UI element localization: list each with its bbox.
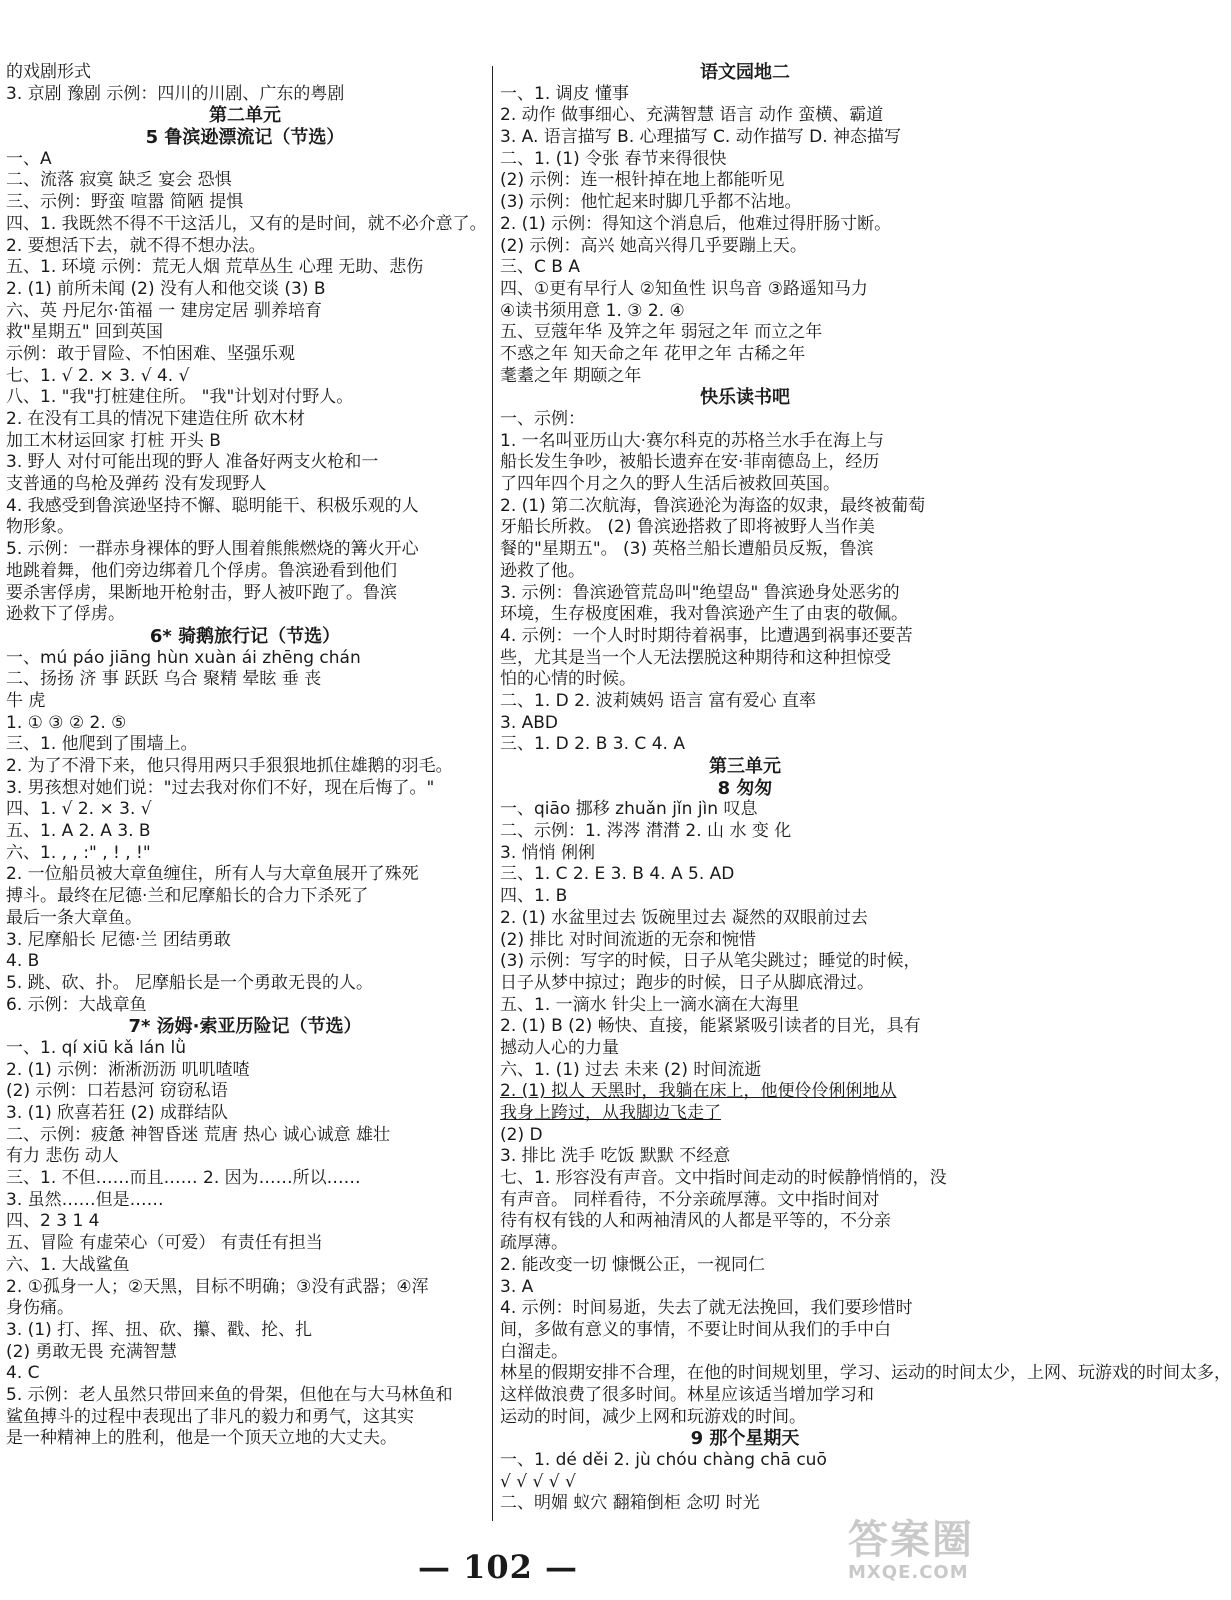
line-text: 二、示例：疲惫 神智昏迷 荒唐 热心 诚心诚意 雄壮 xyxy=(6,1124,391,1145)
answer-line xyxy=(500,1211,990,1233)
section-heading xyxy=(500,756,990,778)
page-number: 102 xyxy=(463,1548,533,1586)
answer-line xyxy=(6,1146,484,1168)
line-text: 3. 男孩想对她们说："过去我对你们不好，现在后悔了。" xyxy=(6,777,435,798)
line-text: 4. 我感受到鲁滨逊坚持不懈、聪明能干、积极乐观的人 xyxy=(6,495,419,516)
line-text: 鲨鱼搏斗的过程中表现出了非凡的毅力和勇气，这其实 xyxy=(6,1406,414,1427)
answer-line xyxy=(500,799,990,821)
answer-line xyxy=(500,1320,990,1342)
line-text: 1. ① ③ ② 2. ⑤ xyxy=(6,712,127,733)
line-text: 了四年四个月之久的野人生活后被救回英国。 xyxy=(500,474,840,495)
answer-line xyxy=(6,734,484,756)
answer-line xyxy=(6,170,484,192)
line-text: 怕的心情的时候。 xyxy=(500,669,636,690)
line-text: 6. 示例：大战章鱼 xyxy=(6,994,147,1015)
line-text: 六、1. , , :" , ! , !" xyxy=(6,842,151,863)
line-text: 第三单元 xyxy=(709,756,781,777)
line-text: 白溜走。 xyxy=(500,1341,568,1362)
line-text: (2) D xyxy=(500,1124,543,1145)
answer-line xyxy=(500,1298,990,1320)
answer-line xyxy=(6,973,484,995)
answer-line xyxy=(500,452,990,474)
line-text: 一、示例： xyxy=(500,409,585,429)
answer-line xyxy=(500,1016,990,1038)
answer-line xyxy=(6,192,484,214)
line-text: (2) 排比 对时间流逝的无奈和惋惜 xyxy=(500,929,756,950)
line-text: 第二单元 xyxy=(209,105,281,127)
line-text: 示例：敢于冒险、不怕困难、坚强乐观 xyxy=(6,343,295,364)
line-text: 快乐读书吧 xyxy=(700,387,790,409)
line-text: 3. 尼摩船长 尼德·兰 团结勇敢 xyxy=(6,929,231,950)
answer-line xyxy=(6,756,484,778)
line-text: 2. 为了不滑下来，他只得用两只手狠狠地抓住雄鹅的羽毛。 xyxy=(6,756,453,776)
line-text: 一、1. dé děi 2. jù chóu chàng chā cuō xyxy=(500,1450,827,1470)
line-text: 五、1. A 2. A 3. B xyxy=(6,821,151,842)
line-text: 2. (1) 示例：得知这个消息后，他难过得肝肠寸断。 xyxy=(500,213,892,234)
line-text: 支普通的鸟枪及弹药 没有发现野人 xyxy=(6,474,267,495)
answer-line xyxy=(6,778,484,800)
answer-line xyxy=(6,496,484,518)
answer-line xyxy=(500,669,990,691)
answer-line xyxy=(500,170,990,192)
answer-line xyxy=(6,149,484,171)
answer-line xyxy=(6,1320,484,1342)
line-text: (3) 示例：写字的时候，日子从笔尖跳过；睡觉的时候， xyxy=(500,951,921,972)
line-text: 六、1. (1) 过去 未来 (2) 时间流逝 xyxy=(500,1059,762,1080)
answer-line xyxy=(500,1081,990,1103)
line-text: √ √ √ √ √ xyxy=(500,1471,576,1492)
line-text: 二、扬扬 济 事 跃跃 乌合 聚精 晕眩 垂 丧 xyxy=(6,669,322,690)
line-text: 三、1. 他爬到了围墙上。 xyxy=(6,734,198,755)
column-divider xyxy=(492,66,493,1521)
answer-line xyxy=(6,366,484,388)
answer-line xyxy=(6,1428,484,1450)
answer-line xyxy=(6,1407,484,1429)
answer-line xyxy=(500,1233,990,1255)
answer-line xyxy=(500,236,990,258)
line-text: 疏厚薄。 xyxy=(500,1233,568,1254)
answer-line xyxy=(6,930,484,952)
answer-line xyxy=(6,799,484,821)
answer-line xyxy=(6,279,484,301)
answer-line xyxy=(500,713,990,735)
answer-line xyxy=(6,322,484,344)
answer-line xyxy=(6,236,484,258)
answer-line xyxy=(6,995,484,1017)
answer-line xyxy=(500,908,990,930)
line-text: 日子从梦中掠过；跑步的时候，日子从脚底滑过。 xyxy=(500,972,874,993)
line-text: 3. 悄悄 俐俐 xyxy=(500,842,596,863)
watermark-logo-text: 答案圈 xyxy=(848,1517,974,1563)
answer-line xyxy=(6,886,484,908)
line-text: 四、1. B xyxy=(500,886,568,907)
line-text: 六、英 丹尼尔·笛福 一 建房定居 驯养培育 xyxy=(6,300,323,321)
line-text: 3. ABD xyxy=(500,712,559,733)
line-text: 7* 汤姆·索亚历险记（节选） xyxy=(128,1016,362,1038)
answer-line xyxy=(500,1385,990,1407)
line-text: 四、1. 我既然不得不干这活儿，又有的是时间，就不必介意了。 xyxy=(6,213,487,234)
answer-line xyxy=(500,1103,990,1125)
line-text: 这样做浪费了很多时间。林星应该适当增加学习和 xyxy=(500,1384,874,1405)
line-text: 2. ①孤身一人；②天黑，目标不明确；③没有武器；④浑 xyxy=(6,1276,429,1297)
line-text: 二、1. D 2. 波莉姨妈 语言 富有爱心 直率 xyxy=(500,690,816,711)
answer-line xyxy=(6,843,484,865)
watermark-logo xyxy=(848,1518,978,1588)
section-heading xyxy=(500,62,990,84)
answer-line xyxy=(500,344,990,366)
right-column xyxy=(500,62,1231,1515)
line-text: 语文园地二 xyxy=(700,62,790,83)
line-text: 一、mú páo jiāng hùn xuàn ái zhēng chán xyxy=(6,647,361,668)
line-text: 牙船长所救。 (2) 鲁滨逊搭救了即将被野人当作美 xyxy=(500,517,875,538)
answer-line xyxy=(6,864,484,886)
line-text: 地跳着舞，他们旁边绑着几个俘虏。鲁滨逊看到他们 xyxy=(6,560,397,581)
line-text: 一、A xyxy=(6,148,52,169)
answer-line xyxy=(500,474,990,496)
line-text: 2. 要想活下去，就不得不想办法。 xyxy=(6,235,266,256)
answer-line xyxy=(6,257,484,279)
answer-line xyxy=(500,105,990,127)
section-heading xyxy=(500,778,990,800)
line-text: 要杀害俘虏，果断地开枪射击，野人被吓跑了。鲁滨 xyxy=(6,582,397,603)
line-text: 三、C B A xyxy=(500,257,580,278)
line-text: 二、示例：1. 涔涔 潸潸 2. 山 水 变 化 xyxy=(500,821,792,842)
line-text: 我身上跨过，从我脚边飞走了 xyxy=(500,1103,721,1123)
line-text: 4. B xyxy=(6,951,40,972)
answer-line xyxy=(500,1038,990,1060)
line-text: 是一种精神上的胜利，他是一个顶天立地的大丈夫。 xyxy=(6,1428,397,1449)
answer-line xyxy=(500,886,990,908)
line-text: 三、1. 不但……而且…… 2. 因为……所以…… xyxy=(6,1168,361,1189)
answer-line xyxy=(6,213,487,236)
line-text: 逊救了他。 xyxy=(500,560,585,581)
line-text: 船长发生争吵，被船长遗弃在安·菲南德岛上，经历 xyxy=(500,452,880,473)
answer-line xyxy=(6,1190,484,1212)
answer-line xyxy=(500,561,990,583)
page-number-footer: — 102 — xyxy=(417,1548,579,1586)
line-text: 3. 排比 洗手 吃饭 默默 不经意 xyxy=(500,1146,731,1167)
line-text: 四、①更有早行人 ②知鱼性 识鸟音 ③路遥知马力 xyxy=(500,278,868,299)
answer-line xyxy=(6,1233,484,1255)
answer-line xyxy=(500,648,990,670)
answer-line xyxy=(500,322,990,344)
line-text: 加工木材运回家 打桩 开头 B xyxy=(6,430,221,451)
answer-line xyxy=(500,1255,990,1277)
answer-line xyxy=(500,279,990,301)
answer-line xyxy=(500,626,990,648)
answer-line xyxy=(500,1450,990,1472)
line-text: 八、1. "我"打桩建住所。 "我"计划对付野人。 xyxy=(6,387,354,408)
answer-line xyxy=(6,62,484,84)
line-text: 3. A xyxy=(500,1276,534,1297)
line-text: 2. (1) 示例：淅淅沥沥 叽叽喳喳 xyxy=(6,1059,250,1080)
answer-line xyxy=(500,995,990,1017)
answer-line xyxy=(500,821,990,843)
line-text: 2. (1) 拟人 天黑时，我躺在床上，他便伶伶俐俐地从 xyxy=(500,1081,897,1102)
section-heading xyxy=(6,127,484,149)
answer-line xyxy=(6,452,484,474)
answer-line xyxy=(6,1255,484,1277)
line-text: (2) 示例：口若悬河 窃窃私语 xyxy=(6,1081,228,1102)
answer-line xyxy=(500,496,990,518)
line-text: 3. 京剧 豫剧 示例：四川的川剧、广东的粤剧 xyxy=(6,83,345,104)
line-text: 5. 示例：老人虽然只带回来鱼的骨架，但他在与大马林鱼和 xyxy=(6,1384,453,1405)
line-text: 最后一条大章鱼。 xyxy=(6,907,142,928)
line-text: 七、1. √ 2. × 3. √ 4. √ xyxy=(6,365,190,386)
line-text: 2. 能改变一切 慷慨公正，一视同仁 xyxy=(500,1254,766,1275)
answer-line xyxy=(500,431,990,453)
answer-line xyxy=(500,1168,990,1190)
answer-line xyxy=(6,821,484,843)
answer-line xyxy=(500,127,990,149)
answer-line xyxy=(500,301,990,323)
answer-line xyxy=(500,1146,990,1168)
section-heading xyxy=(500,1428,990,1450)
answer-line xyxy=(500,409,990,431)
answer-line xyxy=(500,1472,990,1494)
line-text: 2. 在没有工具的情况下建造住所 砍木材 xyxy=(6,409,306,429)
answer-line xyxy=(500,257,990,279)
line-text: 3. (1) 欣喜若狂 (2) 成群结队 xyxy=(6,1103,228,1123)
line-text: 9 那个星期天 xyxy=(690,1428,800,1450)
line-text: 2. (1) 前所未闻 (2) 没有人和他交谈 (3) B xyxy=(6,278,326,299)
section-heading xyxy=(6,626,484,648)
line-text: 4. C xyxy=(6,1363,40,1384)
answer-line xyxy=(6,344,484,366)
answer-line xyxy=(500,604,990,626)
answer-line xyxy=(500,539,990,561)
answer-line xyxy=(500,517,990,539)
line-text: 3. (1) 打、挥、扭、砍、攥、戳、抡、扎 xyxy=(6,1319,313,1340)
line-text: ④读书须用意 1. ③ 2. ④ xyxy=(500,300,685,321)
line-text: 6* 骑鹅旅行记（节选） xyxy=(149,625,341,647)
line-text: 四、2 3 1 4 xyxy=(6,1211,100,1232)
answer-line xyxy=(6,648,484,670)
line-text: 5. 跳、砍、扑。 尼摩船长是一个勇敢无畏的人。 xyxy=(6,972,374,993)
line-text: 三、1. D 2. B 3. C 4. A xyxy=(500,734,685,755)
answer-line xyxy=(500,149,990,171)
line-text: 一、1. 调皮 懂事 xyxy=(500,83,630,104)
section-heading xyxy=(6,105,484,127)
answer-line xyxy=(6,431,484,453)
line-text: 3. A. 语言描写 B. 心理描写 C. 动作描写 D. 神态描写 xyxy=(500,127,902,148)
answer-line xyxy=(6,669,484,691)
line-text: 2. (1) 水盆里过去 饭碗里过去 凝然的双眼前过去 xyxy=(500,907,868,928)
answer-line xyxy=(500,930,990,952)
answer-line xyxy=(500,1060,990,1082)
answer-line xyxy=(500,84,990,106)
line-text: 2. (1) B (2) 畅快、直接，能紧紧吸引读者的目光，具有 xyxy=(500,1016,921,1037)
answer-line xyxy=(500,1277,990,1299)
answer-line xyxy=(6,908,484,930)
line-text: 不惑之年 知天命之年 花甲之年 古稀之年 xyxy=(500,343,806,364)
answer-line xyxy=(500,583,990,605)
line-text: 二、流落 寂寞 缺乏 宴会 恐惧 xyxy=(6,170,232,191)
line-text: 餐的"星期五"。 (3) 英格兰船长遭船员反叛，鲁滨 xyxy=(500,539,874,560)
line-text: 有力 悲伤 动人 xyxy=(6,1146,119,1167)
line-text: 些，尤其是当一个人无法摆脱这种期待和这种担惊受 xyxy=(500,647,891,668)
answer-line xyxy=(500,843,990,865)
answer-line xyxy=(6,713,484,735)
answer-line xyxy=(500,973,990,995)
answer-line xyxy=(6,1168,484,1190)
answer-line xyxy=(6,84,484,106)
answer-line xyxy=(6,1363,484,1385)
answer-line xyxy=(6,474,484,496)
line-text: 的戏剧形式 xyxy=(6,62,91,82)
answer-line xyxy=(500,864,990,886)
answer-line xyxy=(6,1298,484,1320)
answer-line xyxy=(500,691,990,713)
answer-line xyxy=(6,561,484,583)
line-text: 5. 示例：一群赤身裸体的野人围着熊熊燃烧的篝火开心 xyxy=(6,539,419,560)
answer-line xyxy=(6,301,484,323)
line-text: 二、1. (1) 令张 春节来得很快 xyxy=(500,148,727,169)
line-text: 五、豆蔻年华 及笄之年 弱冠之年 而立之年 xyxy=(500,322,823,343)
line-text: 七、1. 形容没有声音。文中指时间走动的时候静悄悄的，没 xyxy=(500,1168,947,1189)
line-text: 一、1. qí xiū kǎ lán lǜ xyxy=(6,1037,186,1058)
line-text: 撼动人心的力量 xyxy=(500,1037,619,1058)
answer-line xyxy=(500,1407,990,1429)
answer-line xyxy=(6,1060,484,1082)
answer-line xyxy=(6,951,484,973)
line-text: 二、明媚 蚁穴 翻箱倒柜 念叨 时光 xyxy=(500,1493,760,1514)
line-text: 1. 一名叫亚历山大·赛尔科克的苏格兰水手在海上与 xyxy=(500,430,885,451)
line-text: 身伤痛。 xyxy=(6,1298,74,1319)
line-text: 运动的时间，减少上网和玩游戏的时间。 xyxy=(500,1406,806,1427)
line-text: 4. 示例：时间易逝，失去了就无法挽回，我们要珍惜时 xyxy=(500,1298,913,1319)
line-text: 逊救下了俘虏。 xyxy=(6,604,125,625)
answer-line xyxy=(500,192,990,214)
section-heading xyxy=(500,387,990,409)
answer-line xyxy=(500,366,990,388)
line-text: 间，多做有意义的事情，不要让时间从我们的手中白 xyxy=(500,1319,891,1340)
answer-line xyxy=(6,691,484,713)
line-text: (2) 示例：高兴 她高兴得几乎要蹦上天。 xyxy=(500,235,807,256)
line-text: 一、qiāo 挪移 zhuǎn jǐn jìn 叹息 xyxy=(500,799,758,820)
answer-line xyxy=(6,387,484,409)
line-text: 林星的假期安排不合理，在他的时间规划里，学习、运动的时间太少，上网、玩游戏的时间太多， xyxy=(500,1363,1231,1384)
answer-line xyxy=(500,734,990,756)
answer-line xyxy=(500,1363,1231,1385)
answer-line xyxy=(500,951,990,973)
line-text: 五、1. 环境 示例：荒无人烟 荒草丛生 心理 无助、悲伤 xyxy=(6,257,424,278)
line-text: 2. (1) 第二次航海，鲁滨逊沦为海盗的奴隶，最终被葡萄 xyxy=(500,495,926,516)
line-text: (2) 示例：连一根针掉在地上都能听见 xyxy=(500,170,785,191)
answer-line xyxy=(6,1277,484,1299)
line-text: (2) 勇敢无畏 充满智慧 xyxy=(6,1341,177,1362)
answer-line xyxy=(500,214,990,236)
answer-line xyxy=(6,1103,484,1125)
answer-line xyxy=(6,1211,484,1233)
answer-line xyxy=(6,409,484,431)
line-text: 六、1. 大战鲨鱼 xyxy=(6,1254,130,1275)
line-text: (3) 示例：他忙起来时脚几乎都不沾地。 xyxy=(500,192,802,213)
watermark-url: MXQE.COM xyxy=(848,1562,969,1583)
line-text: 四、1. √ 2. × 3. √ xyxy=(6,799,152,820)
line-text: 救"星期五" 回到英国 xyxy=(6,322,164,343)
line-text: 环境，生存极度困难，我对鲁滨逊产生了由衷的敬佩。 xyxy=(500,604,908,625)
line-text: 4. 示例：一个人时时期待着祸事，比遭遇到祸事还要苦 xyxy=(500,625,913,646)
line-text: 搏斗。最终在尼德·兰和尼摩船长的合力下杀死了 xyxy=(6,886,369,907)
answer-line xyxy=(6,583,484,605)
answer-line xyxy=(6,539,484,561)
section-heading xyxy=(6,1016,484,1038)
answer-line xyxy=(6,1342,484,1364)
left-column xyxy=(6,62,487,1450)
line-text: 2. 一位船员被大章鱼缠住，所有人与大章鱼展开了殊死 xyxy=(6,864,419,885)
line-text: 3. 示例：鲁滨逊管荒岛叫"绝望岛" 鲁滨逊身处恶劣的 xyxy=(500,582,900,603)
line-text: 5 鲁滨逊漂流记（节选） xyxy=(145,127,345,149)
answer-line xyxy=(500,1125,990,1147)
line-text: 3. 虽然……但是…… xyxy=(6,1189,164,1210)
answer-line xyxy=(6,1038,484,1060)
line-text: 物形象。 xyxy=(6,517,74,538)
line-text: 五、冒险 有虚荣心（可爱） 有责任有担当 xyxy=(6,1233,323,1254)
line-text: 三、1. C 2. E 3. B 4. A 5. AD xyxy=(500,864,735,885)
line-text: 牛 虎 xyxy=(6,690,46,711)
line-text: 8 匆匆 xyxy=(717,777,773,799)
answer-line xyxy=(6,604,484,626)
line-text: 耄耋之年 期颐之年 xyxy=(500,365,642,386)
line-text: 三、示例：野蛮 喧嚣 简陋 提惧 xyxy=(6,192,244,213)
line-text: 3. 野人 对付可能出现的野人 准备好两支火枪和一 xyxy=(6,452,379,473)
answer-line xyxy=(6,517,484,539)
line-text: 五、1. 一滴水 针尖上一滴水滴在大海里 xyxy=(500,994,800,1015)
answer-line xyxy=(6,1081,484,1103)
line-text: 2. 动作 做事细心、充满智慧 语言 动作 蛮横、霸道 xyxy=(500,105,884,126)
answer-line xyxy=(6,1385,484,1407)
answer-line xyxy=(500,1493,990,1515)
answer-line xyxy=(500,1190,990,1212)
answer-line xyxy=(500,1342,990,1364)
answer-line xyxy=(6,1125,484,1147)
line-text: 有声音。 同样看待，不分亲疏厚薄。文中指时间对 xyxy=(500,1189,880,1210)
line-text: 待有权有钱的人和两袖清风的人都是平等的，不分亲 xyxy=(500,1211,891,1232)
